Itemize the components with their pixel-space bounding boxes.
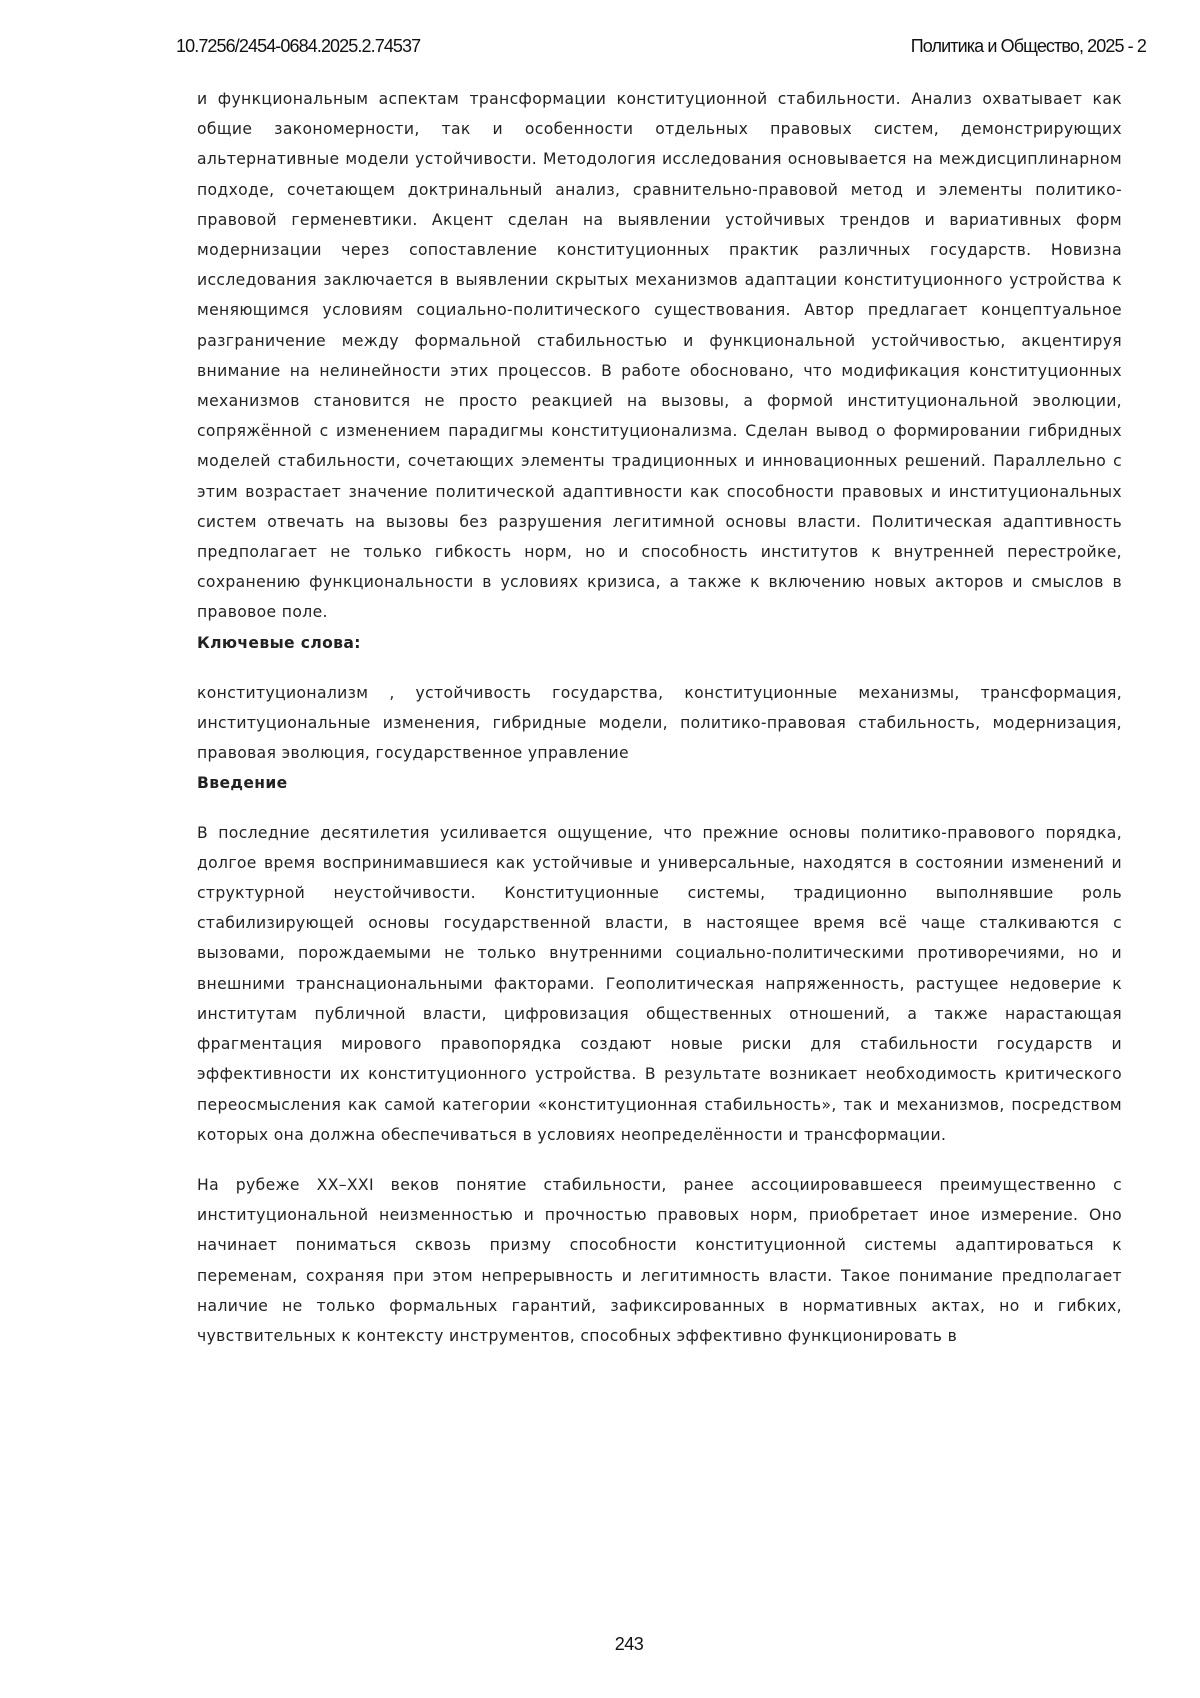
doi: 10.7256/2454-0684.2025.2.74537 [176, 36, 421, 56]
keywords-heading: Ключевые слова: [197, 633, 361, 652]
page-content [197, 84, 1122, 1351]
abstract-text: и функциональным аспектам трансформации конституционной стабильности. Анализ охватывает как общие закономерности, так и особенности отдельных правовых систем, демонстрирующих альтернативные модели устойчивости. Методология исследования основывается на междисциплинарном подходе, сочетающем доктринальный анализ, сравнительно-правовой метод и элементы политико-правовой герменевтики. Акцент сделан на выявлении устойчивых трендов и вариативных форм модернизации через сопоставление конституционных практик различных государств. Новизна исследования заключается в выявлении скрытых механизмов адаптации конституционного устройства к меняющимся условиям социально-политического существования. Автор предлагает концептуальное разграничение между формальной стабильностью и функциональной устойчивостью, акцентируя внимание на нелинейности этих процессов. В работе обосновано, что модификация конституционных механизмов становится не просто реакцией на вызовы, а формой институциональной эволюции, сопряжённой с изменением парадигмы конституционализма. Сделан вывод о формировании гибридных моделей стабильности, сочетающих элементы традиционных и инновационных решений. Параллельно с этим возрастает значение политической адаптивности как способности правовых и институциональных систем отвечать на вызовы без разрушения легитимной основы власти. Политическая адаптивность предполагает не только гибкость норм, но и способность институтов к внутренней перестройке, сохранению функциональности в условиях кризиса, а также к включению новых акторов и смыслов в правовое поле. [197, 90, 1122, 622]
introduction-paragraph: В последние десятилетия усиливается ощущение, что прежние основы политико-правового порядка, долгое время воспринимавшиеся как устойчивые и универсальные, находятся в состоянии изменений и структурной неустойчивости. Конституционные системы, традиционно выполнявшие роль стабилизирующей основы государственной власти, в настоящее время всё чаще сталкиваются с вызовами, порождаемыми не только внутренними социально-политическими противоречиями, но и внешними транснациональными факторами. Геополитическая напряженность, растущее недоверие к институтам публичной власти, цифровизация общественных отношений, а также нарастающая фрагментация мирового правопорядка создают новые риски для стабильности государств и эффективности их конституционного устройства. В результате возникает необходимость критического переосмысления как самой категории «конституционная стабильность», так и механизмов, посредством которых она должна обеспечиваться в условиях неопределённости и трансформации. [197, 823, 1122, 1144]
keywords-text: конституционализм , устойчивость государства, конституционные механизмы, трансформация, институциональные изменения, гибридные модели, политико-правовая стабильность, модернизация, правовая эволюция, государственное управление [197, 683, 1122, 763]
journal-title: Политика и Общество, 2025 - 2 [910, 36, 1146, 56]
page-number: 243 [614, 1634, 644, 1654]
introduction-heading: Введение [197, 774, 288, 793]
introduction-paragraph: На рубеже XX–XXI веков понятие стабильности, ранее ассоциировавшееся преимущественно с институциональной неизменностью и прочностью правовых норм, приобретает иное измерение. Оно начинает пониматься сквозь призму способности конституционной системы адаптироваться к переменам, сохраняя при этом непрерывность и легитимность власти. Такое понимание предполагает наличие не только формальных гарантий, зафиксированных в нормативных актах, но и гибких, чувствительных к контексту инструментов, способных эффективно функционировать в [197, 1175, 1122, 1345]
